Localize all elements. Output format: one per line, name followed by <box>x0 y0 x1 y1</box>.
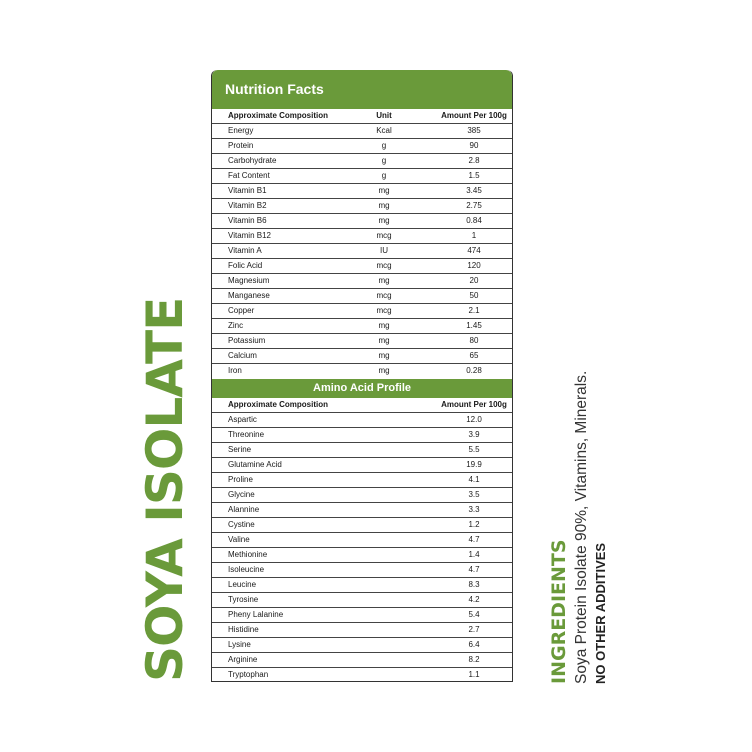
cell-name: Tyrosine <box>228 595 259 604</box>
cell-unit: g <box>381 141 387 150</box>
table-row <box>212 334 512 349</box>
cell-amount: 2.75 <box>466 201 482 210</box>
header-composition: Approximate Composition <box>228 400 329 409</box>
cell-name: Protein <box>228 141 254 150</box>
cell-name: Vitamin B1 <box>228 186 267 195</box>
table-row <box>212 413 512 428</box>
cell-unit: mg <box>378 216 390 225</box>
table-row <box>212 274 512 289</box>
cell-unit: g <box>381 156 387 165</box>
cell-name: Aspartic <box>228 415 257 424</box>
cell-amount: 474 <box>467 246 481 255</box>
table-row <box>212 638 512 653</box>
cell-amount: 8.3 <box>468 580 480 589</box>
amino-acid-title: Amino Acid Profile <box>212 379 512 398</box>
cell-amount: 6.4 <box>468 640 480 649</box>
cell-unit: Kcal <box>376 126 392 135</box>
cell-unit: mg <box>378 336 390 345</box>
cell-amount: 12.0 <box>466 415 482 424</box>
table-row <box>212 428 512 443</box>
cell-unit: mcg <box>376 306 392 315</box>
table-row <box>212 214 512 229</box>
cell-name: Copper <box>228 306 255 315</box>
table-row <box>212 533 512 548</box>
product-title: SOYA ISOLATE <box>136 297 194 682</box>
cell-name: Vitamin B6 <box>228 216 267 225</box>
cell-name: Arginine <box>228 655 258 664</box>
ingredients-heading: INGREDIENTS <box>548 539 570 684</box>
cell-name: Energy <box>228 126 254 135</box>
cell-name: Threonine <box>228 430 265 439</box>
cell-amount: 1 <box>471 231 477 240</box>
cell-name: Vitamin A <box>228 246 262 255</box>
header-composition: Approximate Composition <box>228 111 329 120</box>
cell-name: Alannine <box>228 505 260 514</box>
cell-unit: IU <box>380 246 388 255</box>
table-row <box>212 518 512 533</box>
cell-amount: 50 <box>469 291 479 300</box>
cell-name: Folic Acid <box>228 261 263 270</box>
table-row <box>212 563 512 578</box>
cell-amount: 0.28 <box>466 366 482 375</box>
cell-amount: 3.3 <box>468 505 480 514</box>
cell-unit: mg <box>378 321 390 330</box>
cell-amount: 1.1 <box>468 670 480 679</box>
table-row <box>212 503 512 518</box>
table-row <box>212 139 512 154</box>
table-row <box>212 349 512 364</box>
header-amount: Amount Per 100g <box>441 111 507 120</box>
table-row <box>212 304 512 319</box>
table-row <box>212 184 512 199</box>
cell-amount: 5.5 <box>468 445 480 454</box>
cell-name: Leucine <box>228 580 257 589</box>
cell-amount: 5.4 <box>468 610 480 619</box>
cell-name: Iron <box>228 366 242 375</box>
table-row <box>212 668 512 682</box>
cell-amount: 65 <box>469 351 479 360</box>
cell-amount: 1.2 <box>468 520 480 529</box>
table-row <box>212 608 512 623</box>
cell-amount: 4.2 <box>468 595 480 604</box>
nutrition-panel <box>211 70 513 682</box>
cell-name: Vitamin B2 <box>228 201 267 210</box>
nutrition-header-row <box>212 109 512 124</box>
table-row <box>212 199 512 214</box>
cell-amount: 4.1 <box>468 475 480 484</box>
table-row <box>212 458 512 473</box>
cell-name: Zinc <box>228 321 244 330</box>
cell-amount: 20 <box>469 276 479 285</box>
table-row <box>212 289 512 304</box>
cell-amount: 2.7 <box>468 625 480 634</box>
cell-name: Methionine <box>228 550 268 559</box>
cell-amount: 1.5 <box>468 171 480 180</box>
cell-name: Magnesium <box>228 276 270 285</box>
table-row <box>212 653 512 668</box>
table-row <box>212 169 512 184</box>
table-row <box>212 488 512 503</box>
cell-name: Pheny Lalanine <box>228 610 284 619</box>
table-row <box>212 473 512 488</box>
cell-amount: 4.7 <box>468 535 480 544</box>
cell-amount: 0.84 <box>466 216 482 225</box>
nutrition-table <box>212 109 512 379</box>
cell-name: Calcium <box>228 351 257 360</box>
cell-name: Cystine <box>228 520 255 529</box>
cell-amount: 120 <box>467 261 481 270</box>
cell-unit: mcg <box>376 231 392 240</box>
table-row <box>212 124 512 139</box>
cell-amount: 2.1 <box>468 306 480 315</box>
cell-name: Manganese <box>228 291 270 300</box>
cell-unit: mg <box>378 201 390 210</box>
cell-name: Glutamine Acid <box>228 460 282 469</box>
cell-amount: 385 <box>467 126 481 135</box>
cell-name: Isoleucine <box>228 565 265 574</box>
table-row <box>212 229 512 244</box>
cell-amount: 80 <box>469 336 479 345</box>
table-row <box>212 364 512 379</box>
cell-amount: 3.5 <box>468 490 480 499</box>
ingredients-note: NO OTHER ADDITIVES <box>593 542 608 684</box>
cell-name: Proline <box>228 475 253 484</box>
cell-amount: 90 <box>469 141 479 150</box>
cell-name: Potassium <box>228 336 266 345</box>
table-row <box>212 593 512 608</box>
nutrition-facts-title: Nutrition Facts <box>212 70 512 109</box>
cell-name: Tryptophan <box>228 670 269 679</box>
cell-unit: mg <box>378 351 390 360</box>
cell-name: Glycine <box>228 490 255 499</box>
cell-name: Valine <box>228 535 250 544</box>
table-row <box>212 443 512 458</box>
cell-amount: 3.45 <box>466 186 482 195</box>
cell-unit: mg <box>378 366 390 375</box>
header-unit: Unit <box>376 111 392 120</box>
amino-rows <box>212 413 512 682</box>
table-row <box>212 319 512 334</box>
cell-name: Vitamin B12 <box>228 231 271 240</box>
cell-amount: 4.7 <box>468 565 480 574</box>
table-row <box>212 578 512 593</box>
amino-table <box>212 398 512 682</box>
cell-name: Serine <box>228 445 252 454</box>
cell-amount: 3.9 <box>468 430 480 439</box>
cell-unit: mg <box>378 186 390 195</box>
cell-amount: 1.45 <box>466 321 482 330</box>
cell-unit: mcg <box>376 291 392 300</box>
cell-amount: 19.9 <box>466 460 482 469</box>
table-row <box>212 244 512 259</box>
amino-header-row <box>212 398 512 413</box>
cell-amount: 2.8 <box>468 156 480 165</box>
table-row <box>212 548 512 563</box>
cell-name: Carbohydrate <box>228 156 277 165</box>
table-row <box>212 259 512 274</box>
table-row <box>212 623 512 638</box>
cell-amount: 8.2 <box>468 655 480 664</box>
cell-unit: mcg <box>376 261 392 270</box>
cell-unit: g <box>381 171 387 180</box>
cell-name: Histidine <box>228 625 259 634</box>
ingredients-text: Soya Protein Isolate 90%, Vitamins, Minerals. <box>573 370 590 684</box>
header-amount: Amount Per 100g <box>441 400 507 409</box>
cell-name: Fat Content <box>228 171 270 180</box>
table-row <box>212 154 512 169</box>
cell-name: Lysine <box>228 640 251 649</box>
cell-amount: 1.4 <box>468 550 480 559</box>
nutrition-rows <box>212 124 512 379</box>
cell-unit: mg <box>378 276 390 285</box>
